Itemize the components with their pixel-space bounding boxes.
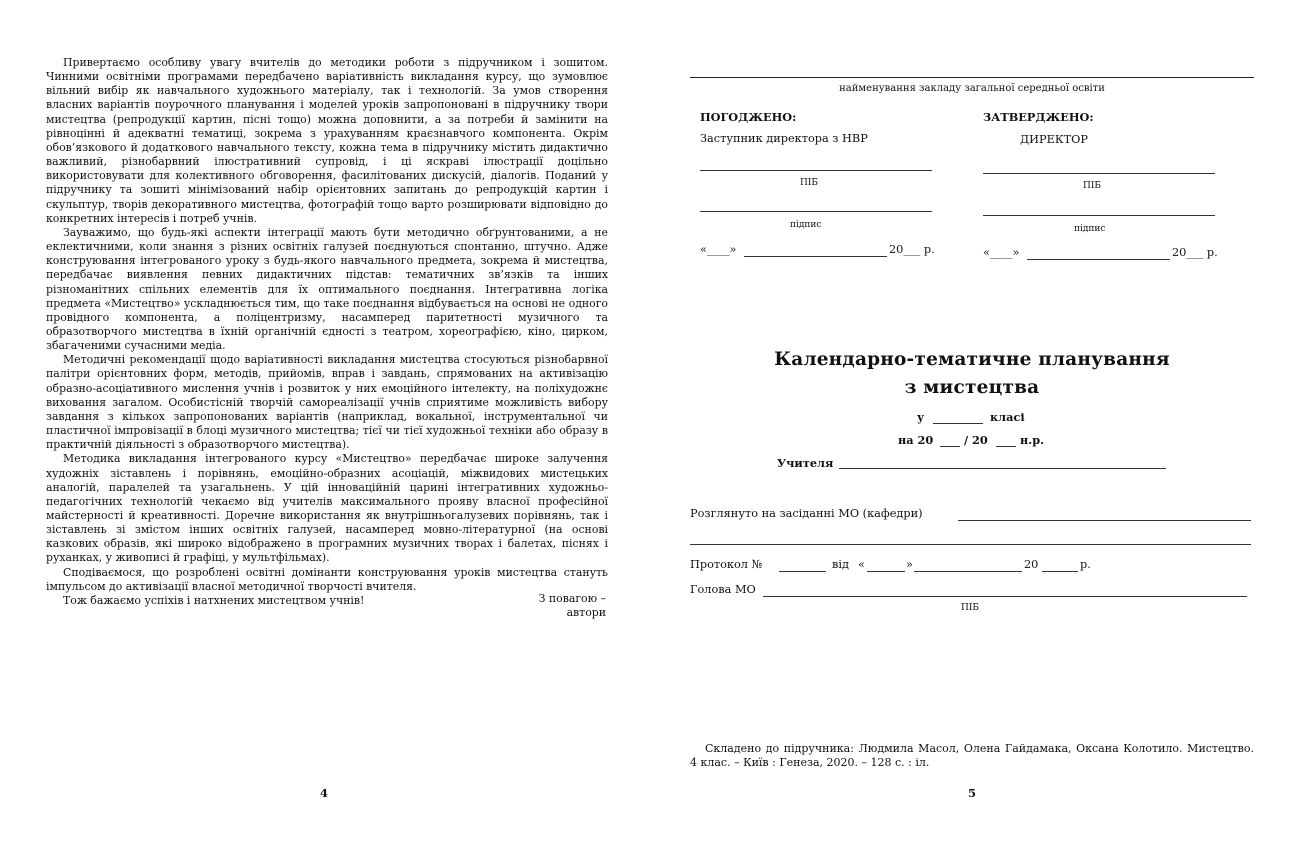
year-end-field[interactable] [996, 446, 1016, 447]
protocol-quote-open: « [858, 558, 865, 571]
signoff-regards: З повагою – [538, 592, 606, 605]
paragraph: Тож бажаємо успіхів і натхнених мистецтвом учнів! [63, 593, 365, 607]
reviewed-label: Розглянуто на засіданні МО (кафедри) [690, 507, 923, 520]
paragraph: Сподіваємося, що розроблені освітні домінанти конструювання уроків мистецтва стануть імпульсом до активізації власної методичної творчості вчителя. [46, 565, 608, 593]
protocol-from: від [832, 558, 849, 571]
reviewed-field[interactable] [958, 520, 1251, 521]
signoff-authors: автори [566, 606, 606, 620]
agreed-date-year: 20___ р. [889, 243, 935, 256]
right-page [647, 0, 1294, 842]
paragraph: Методика викладання інтегрованого курсу «Мистецтво» передбачає широке залучення художніх зіставлень і порівнянь, емоційно-образних асоціацій, міжвидових мистецьких аналогій, паралелей та узагальнень. У цій інноваційній царині інтегративних художньо-педагогічних технологій чекаємо від учителів максимального прояву власної професійної майстерності й креативності. Доречне використання як внутрішньогалузевих порівнянь, так і зіставлень зі змістом інших освітніх галузей, насамперед мовно-літературної (на основі казкових образів, які широко відображено в програмних музичних творах і балетах, піснях і руханках, у живописі й графіці, у мультфільмах). [46, 452, 608, 565]
head-label: Голова МО [690, 583, 756, 596]
paragraph: Зауважимо, що будь-які аспекти інтеграції мають бути методично обґрунтованими, а не еклектичними, коли знання з різних освітніх галузей поєднуються спонтанно, штучно. Адже конструювання інтегрованого уроку з будь-якого навчального предмета, зокрема й мистецтва, передбачає виявлення певних дидактичних підстав: тематичних зв’язків та інших різноманітних спільних елементів для їх оптимального поєднання. Інтегративна логіка предмета «Мистецтво» ускладнюється тим, що таке поєднання відбувається на основі не одного провідного компонента, а поліцентризму, насамперед паритетності музичного та образотворчого мистецтва в їхній органічній єдності з театром, хореографією, кіно, цирком, збагаченими сучасними медіа. [46, 225, 608, 353]
signoff [440, 592, 606, 620]
class-prefix: у [917, 410, 925, 424]
approved-pib: ПІБ [1083, 181, 1102, 191]
year-suffix: н.р. [1020, 433, 1045, 447]
paragraph: Привертаємо особливу увагу вчителів до методики роботи з підручником і зошитом. Чинними освітніми програмами передбачено варіативність викладання курсу, що зумовлює вільний вибір як навчального художнього матеріалу, так і технологій. За умов створення власних варіантів поурочного планування і моделей уроків запропоновані в підручнику твори мистецтва (репродукції картин, пісні тощо) можна доповнити, а за потреби й замінити на рівноцінні й адекватні тематиці, зокрема з урахуванням краєзнавчого компонента. Окрім обов’язкового й додаткового навчального тексту, кожна тема в підручнику містить дидактично важливий, різнобарвний ілюстративний супровід, і ці яскраві ілюстрації доцільно використовувати для колективного обговорення, фасилітованих дискусій, діалогів. Поданий у підручнику та зошиті мінімізований набір орієнтовних запитань до репродукцій картин і скульптур, творів декоративного мистецтва, фотографій тощо варто розширювати відповідно до конкретних інтересів і потреб учнів. [46, 56, 608, 225]
year-start-field[interactable] [940, 446, 960, 447]
page-number-left: 4 [320, 786, 329, 800]
class-field[interactable] [933, 423, 983, 424]
agreed-pib: ПІБ [800, 178, 819, 188]
left-page-text [46, 56, 608, 608]
institution-line [690, 77, 1254, 78]
approved-signature-field[interactable] [983, 215, 1215, 216]
approved-date-year: 20___ р. [1172, 246, 1218, 259]
approved-position: ДИРЕКТОР [1020, 133, 1089, 146]
class-suffix: класі [990, 410, 1025, 424]
institution-label: найменування закладу загальної середньої освіти [839, 83, 1105, 94]
approved-name-field[interactable] [983, 173, 1215, 174]
protocol-quote-close: » [906, 558, 913, 571]
agreed-name-field[interactable] [700, 170, 932, 171]
reviewed-field-2[interactable] [690, 544, 1251, 545]
head-field[interactable] [763, 596, 1247, 597]
agreed-date-open: «____» [700, 243, 737, 256]
protocol-number-field[interactable] [779, 571, 826, 572]
agreed-position: Заступник директора з НВР [700, 132, 868, 145]
source-note: Складено до підручника: Людмила Масол, Олена Гайдамака, Оксана Колотило. Мистецтво. 4 клас. – Київ : Генеза, 2020. – 128 с. : іл. [690, 742, 1254, 769]
agreed-heading: ПОГОДЖЕНО: [700, 110, 797, 124]
agreed-signature-label: підпис [790, 220, 822, 230]
protocol-day-field[interactable] [867, 571, 905, 572]
approved-signature-label: підпис [1074, 224, 1106, 234]
approved-date-field[interactable] [1027, 259, 1170, 260]
protocol-label: Протокол № [690, 558, 763, 571]
doc-subtitle: з мистецтва [904, 377, 1040, 398]
protocol-year: 20 [1024, 558, 1039, 571]
page-number-right: 5 [968, 786, 977, 800]
agreed-date-field[interactable] [744, 256, 887, 257]
approved-heading: ЗАТВЕРДЖЕНО: [983, 110, 1094, 124]
approved-date-open: «____» [983, 246, 1020, 259]
teacher-label: Учителя [777, 456, 834, 470]
teacher-field[interactable] [839, 468, 1166, 469]
protocol-month-field[interactable] [914, 571, 1022, 572]
doc-title: Календарно-тематичне планування [774, 349, 1170, 370]
agreed-signature-field[interactable] [700, 211, 932, 212]
protocol-r: р. [1080, 558, 1091, 571]
year-mid: / 20 [964, 433, 988, 447]
year-prefix: на 20 [898, 433, 934, 447]
protocol-year-field[interactable] [1042, 571, 1078, 572]
head-pib: ПІБ [961, 603, 980, 613]
paragraph: Методичні рекомендації щодо варіативності викладання мистецтва стосуються різнобарвної палітри орієнтовних форм, методів, прийомів, вправ і завдань, спрямованих на активізацію образно-асоціативного мислення учнів і розвиток у них емоційного інтелекту, на полiхудожнє виховання загалом. Особистісній творчій самореалізації учнів сприятиме можливість вибору завдання з кількох запропонованих варіантів (наприклад, вокальної, інструментальної чи пластичної імпровізації в блоці музичного мистецтва; тієї чи тієї художньої техніки або образу в практичній діяльності з образотворчого мистецтва). [46, 353, 608, 452]
